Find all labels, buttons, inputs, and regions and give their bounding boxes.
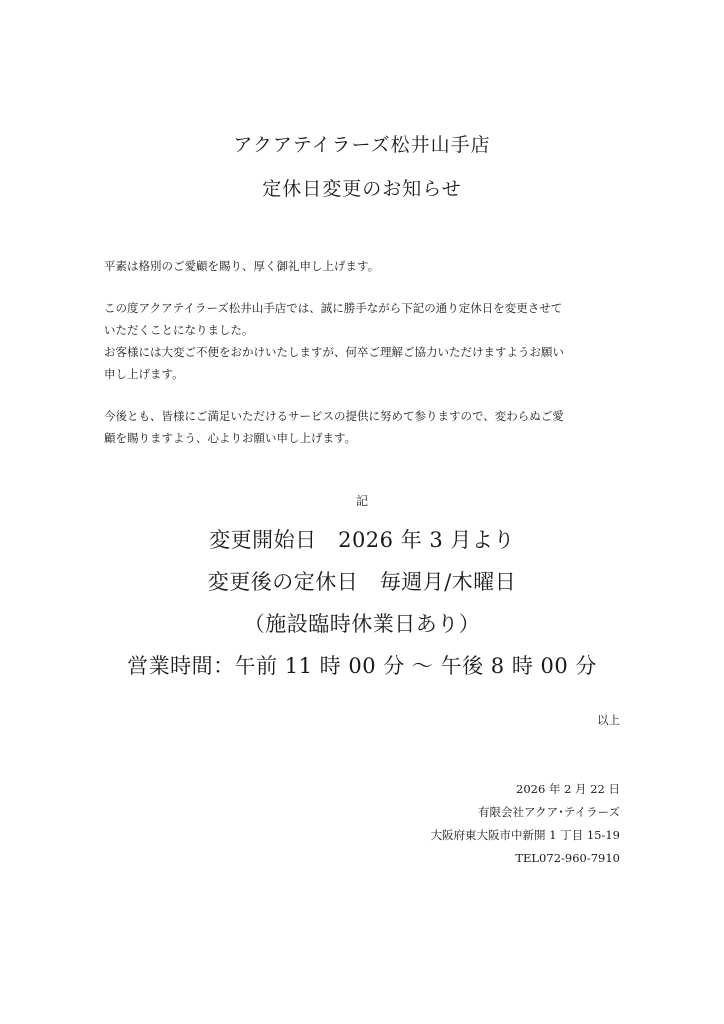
closing-paragraph [104, 405, 624, 449]
paragraph-line: 申し上げます。 [104, 367, 184, 381]
temporary-closure-note: （施設臨時休業日あり） [243, 612, 481, 636]
ki-heading: 記 [355, 494, 368, 508]
paragraph-line: 顧を賜りますよう、心よりお願い申し上げます。 [104, 431, 357, 445]
company-address: 大阪府東大阪市中新開 1 丁目 15-19 [430, 828, 620, 842]
paragraph-line: いただくことになりました。 [104, 323, 254, 337]
ijo-closing: 以上 [597, 713, 620, 727]
paragraph-line: この度アクアテイラーズ松井山手店では、誠に勝手ながら下記の通り定休日を変更させて [104, 301, 563, 315]
business-hours: 営業時間：午前 11 時 00 分 ～ 午後 8 時 00 分 [127, 654, 597, 678]
announcement-paragraph [104, 297, 624, 385]
notice-title: 定休日変更のお知らせ [262, 178, 462, 200]
paragraph-line: 今後とも、皆様にご満足いただけるサービスの提供に努めて参りますので、変わらぬご愛 [104, 409, 564, 423]
greeting-paragraph [104, 255, 624, 277]
paragraph-line: お客様には大変ご不便をおかけいたしますが、何卒ご理解ご協力いただけますようお願い [104, 345, 564, 359]
store-name-title: アクアテイラーズ松井山手店 [233, 134, 491, 156]
company-phone: TEL072-960-7910 [515, 851, 620, 865]
change-start-date: 変更開始日 2026 年 3 月より [209, 528, 515, 552]
issue-date: 2026 年 2 月 22 日 [516, 782, 620, 796]
company-name: 有限会社アクア･テイラーズ [477, 805, 620, 819]
new-regular-holiday: 変更後の定休日 毎週月/木曜日 [207, 570, 517, 594]
issuer-block [431, 778, 620, 870]
paragraph-line: 平素は格別のご愛顧を賜り、厚く御礼申し上げます。 [104, 259, 380, 273]
